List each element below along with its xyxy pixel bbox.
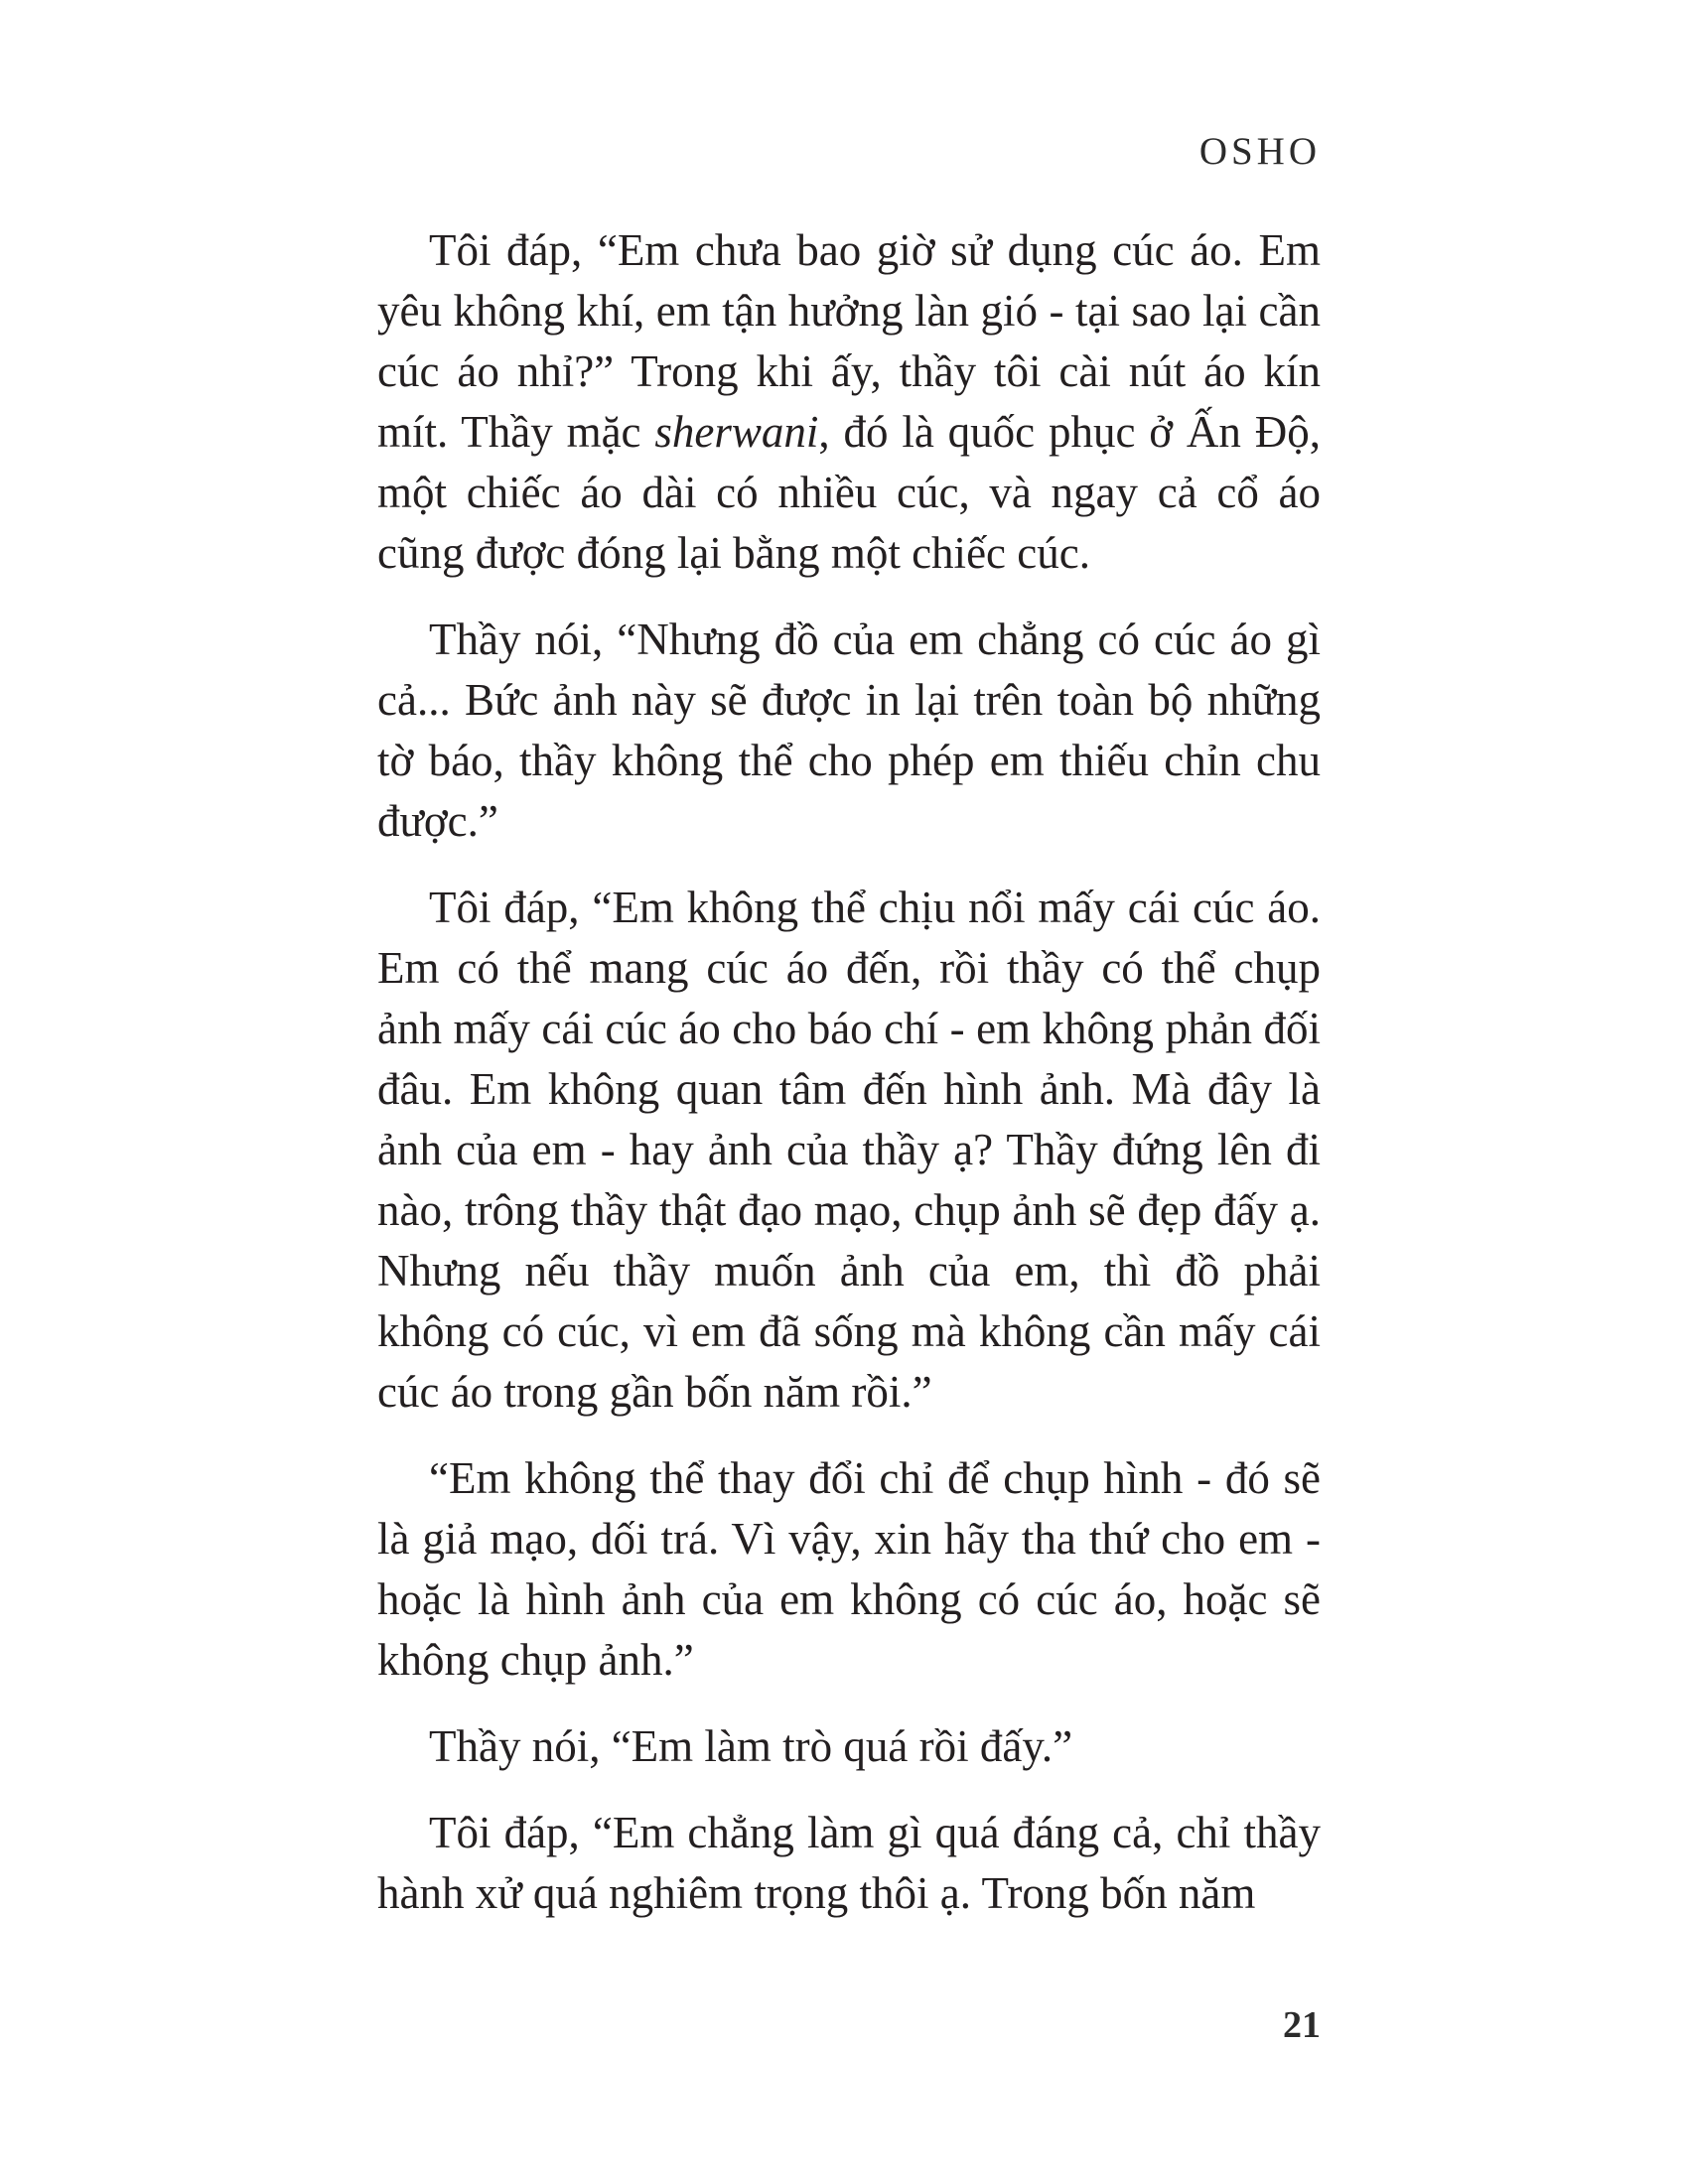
paragraph: Thầy nói, “Nhưng đồ của em chẳng có cúc áo gì cả... Bức ảnh này sẽ được in lại trên toàn bộ những tờ báo, thầy không thể cho phép em thiếu chỉn chu được.” <box>377 614 1321 846</box>
page-number: 21 <box>1283 2004 1321 2046</box>
running-header: OSHO <box>1198 130 1321 173</box>
page-body <box>377 220 1321 1950</box>
paragraph <box>377 220 1321 584</box>
paragraph: Tôi đáp, “Em không thể chịu nổi mấy cái cúc áo. Em có thể mang cúc áo đến, rồi thầy có thể chụp ảnh mấy cái cúc áo cho báo chí - em không phản đối đâu. Em không quan tâm đến hình ảnh. Mà đây là ảnh của em - hay ảnh của thầy ạ? Thầy đứng lên đi nào, trông thầy thật đạo mạo, chụp ảnh sẽ đẹp đấy ạ. Nhưng nếu thầy muốn ảnh của em, thì đồ phải không có cúc, vì em đã sống mà không cần mấy cái cúc áo trong gần bốn năm rồi.” <box>377 883 1321 1417</box>
paragraph: Tôi đáp, “Em chẳng làm gì quá đáng cả, chỉ thầy hành xử quá nghiêm trọng thôi ạ. Trong bốn năm <box>377 1808 1321 1918</box>
italic-term: sherwani <box>654 407 819 457</box>
paragraph: Thầy nói, “Em làm trò quá rồi đấy.” <box>429 1721 1073 1771</box>
paragraph-text: Tôi đáp, “Em chưa bao giờ sử dụng cúc áo. Em yêu không khí, em tận hưởng làn gió - tại sao lại cần cúc áo nhỉ?” Trong khi ấy, thầy tôi cài nút áo kín mít. Thầy mặc <box>377 225 1321 457</box>
paragraph: “Em không thể thay đổi chỉ để chụp hình - đó sẽ là giả mạo, dối trá. Vì vậy, xin hãy tha thứ cho em - hoặc là hình ảnh của em không có cúc áo, hoặc sẽ không chụp ảnh.” <box>377 1453 1321 1685</box>
paragraph-text: , đó là quốc phục ở Ấn Độ, một chiếc áo dài có nhiều cúc, và ngay cả cổ áo cũng được đóng lại bằng một chiếc cúc. <box>377 407 1322 578</box>
